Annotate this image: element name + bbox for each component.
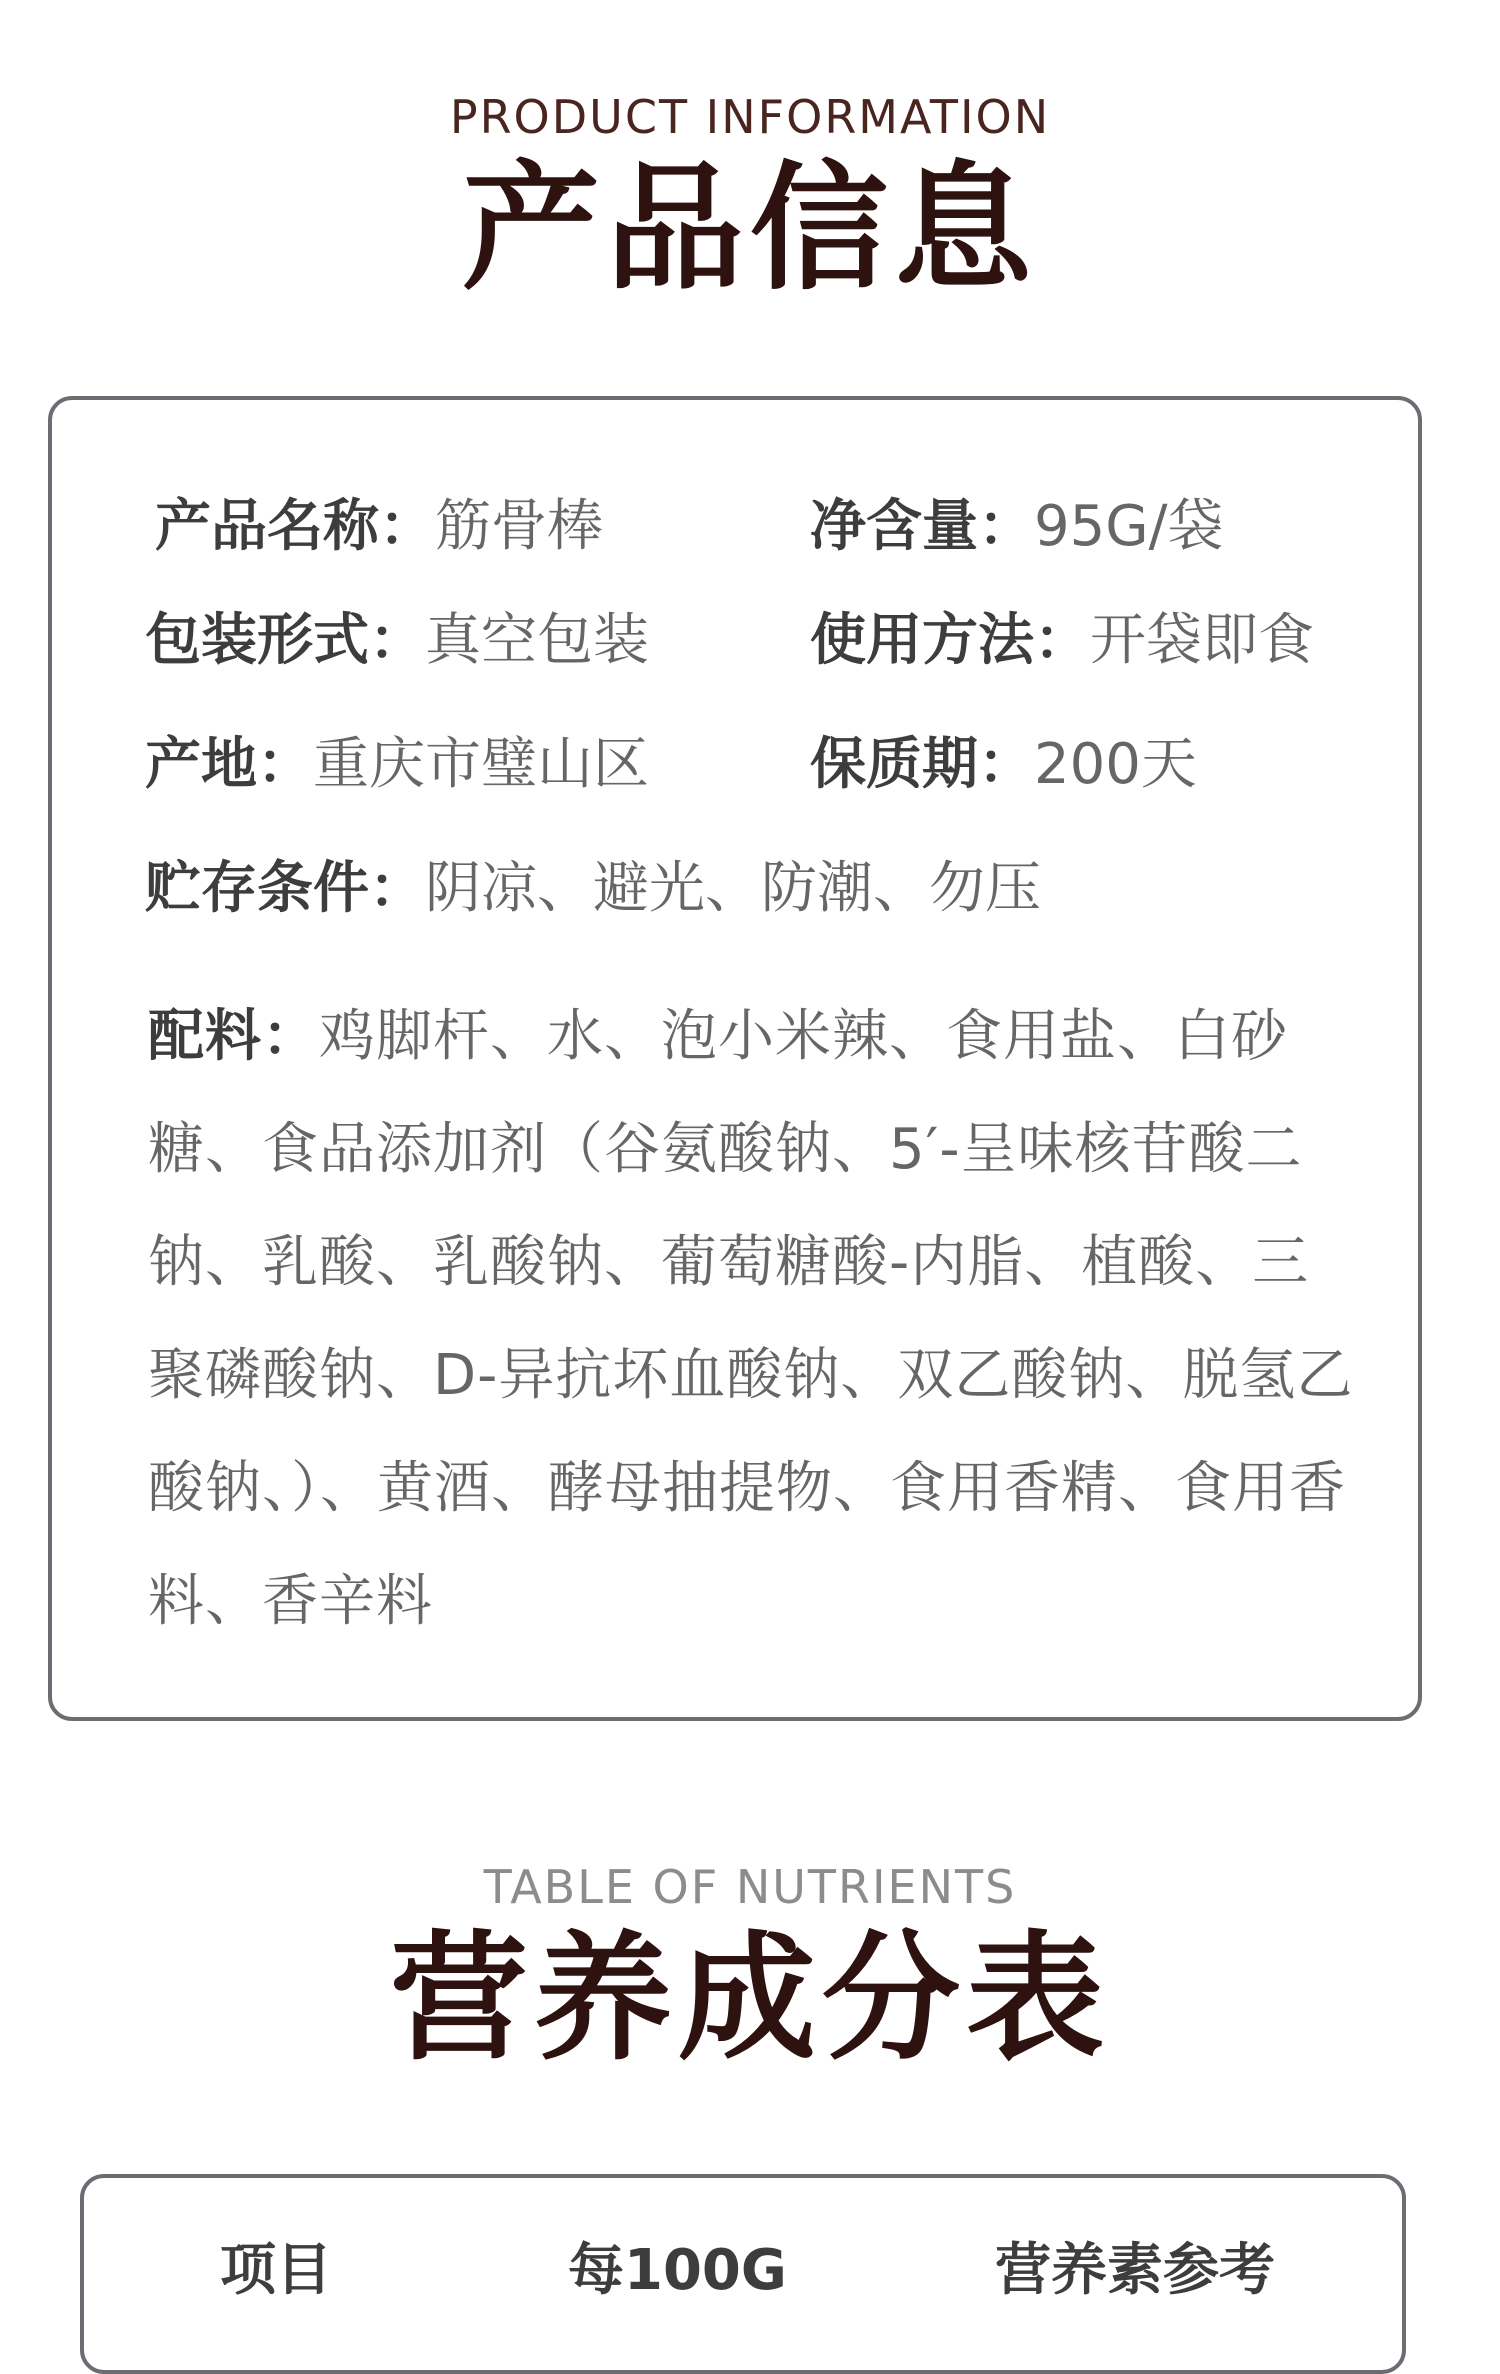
field-ingredients <box>148 980 1363 1658</box>
field-value: 开袋即食 <box>1090 608 1314 673</box>
table-header-nrv: 营养素参考 <box>995 2238 1275 2303</box>
field-label: 使用方法： <box>810 608 1090 673</box>
field-net-content <box>810 492 1224 562</box>
section-subtitle-en: TABLE OF NUTRIENTS <box>483 1860 1017 1914</box>
field-label: 产品名称： <box>155 494 435 559</box>
field-packaging <box>145 606 649 676</box>
table-header-item: 项目 <box>220 2238 332 2303</box>
field-storage <box>145 854 1041 924</box>
field-value: 重庆市璧山区 <box>313 732 649 797</box>
table-header-per100g: 每100G <box>568 2238 787 2303</box>
field-value: 真空包装 <box>425 608 649 673</box>
field-value: 阴凉、避光、防潮、勿压 <box>425 856 1041 921</box>
field-value: 鸡脚杆、水、泡小米辣、食用盐、白砂糖、食品添加剂（谷氨酸钠、5′-呈味核苷酸二钠、乳酸、乳酸钠、葡萄糖酸-内脂、植酸、三聚磷酸钠、D-异抗坏血酸钠、双乙酸钠、脱氢乙酸钠、）、黄酒、酵母抽提物、食用香精、食用香料、香辛料 <box>148 1004 1354 1634</box>
section-title: 产品信息 <box>461 146 1038 309</box>
field-value: 200天 <box>1034 732 1197 797</box>
field-origin <box>145 730 649 800</box>
field-label: 包装形式： <box>145 608 425 673</box>
field-label: 产地： <box>145 732 313 797</box>
field-value: 筋骨棒 <box>435 494 603 559</box>
field-usage <box>810 606 1314 676</box>
field-value: 95G/袋 <box>1034 494 1224 559</box>
field-label: 保质期： <box>810 732 1034 797</box>
section-subtitle-en: PRODUCT INFORMATION <box>449 90 1051 144</box>
field-product-name <box>155 492 603 562</box>
section-title: 营养成分表 <box>389 1916 1110 2079</box>
field-shelf-life <box>810 730 1197 800</box>
field-label: 净含量： <box>810 494 1034 559</box>
field-label: 贮存条件： <box>145 856 425 921</box>
field-label: 配料： <box>148 1004 319 1069</box>
